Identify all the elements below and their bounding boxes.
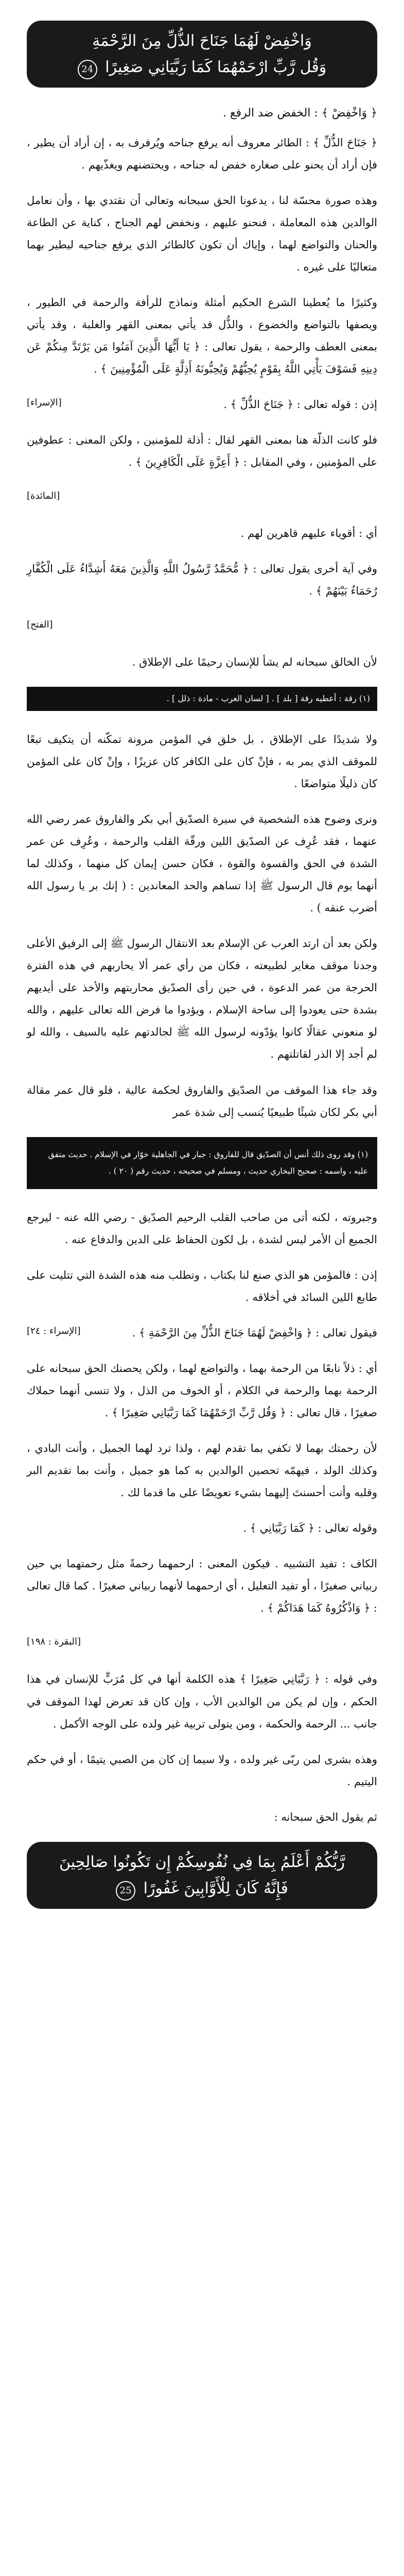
- paragraph: وجبروته ، لكنه أتى من صاحب القلب الرحيم الصدّيق - رضي الله عنه - ليرجع الجميع أن الأمر ليس لشدة ، بل لكون الحفاظ على الدين والدفاع عنه .: [27, 1211, 377, 1246]
- top-verse-line-2: وَقُل رَّبِّ ارْحَمْهُمَا كَمَا رَبَّيَانِي صَغِيرًا: [105, 58, 327, 76]
- footnote-box: (١) وقد روى ذلك أنس أن الصدّيق قال للفاروق : جبار في الجاهلية خوّار في الإسلام . حديث متفق عليه ، واسمه : صحيح البخاري حديث ، ومسلم في صحيحه ، حديث رقم ( ٢٠ ) .: [27, 1137, 377, 1189]
- top-verse-line-2-row: [39, 54, 365, 80]
- reference-tag: [البقرة : ١٩٨]: [27, 1636, 81, 1648]
- paragraph: فلو كانت الذلّة هنا بمعنى القهر لقال : أذلة للمؤمنين ، ولكن المعنى : عطوفين على المؤمنين ، وفي المقابل : ﴿ أَعِزَّةٍ عَلَى الْكَافِرِينَ ﴾ .: [27, 434, 377, 469]
- paragraph: إذن : فالمؤمن هو الذي صنع لنا بكتاب ، وتطلب منه هذه الشدة التي تتليت على طابع اللين السائد في أخلاقه .: [27, 1268, 377, 1303]
- paragraph: وفي قوله : ﴿ رَبَّيَانِي صَغِيرًا ﴾ هذه الكلمة أنها في كل مُرَبٍّ للإنسان في هذا الحكم ، وإن لم يكن من الوالدين الأب ، وإن كان قد تعرض لهذا الموقف في جانب ... الرحمة والحكمة ، ومن يتولى تربية غير ولده على الوجه الأكمل .: [27, 1673, 377, 1730]
- paragraph: الكاف : تفيد التشبيه . فيكون المعنى : ارحمهما رحمةً مثل رحمتهما بي حين ربياني صغيرًا ، أو تفيد التعليل ، أي ارحمهما لأنهما ربياني صغيرًا . كما قال تعالى : ﴿ وَاذْكُرُوهُ كَمَا هَدَاكُمْ ﴾ .: [27, 1557, 377, 1615]
- paragraph: أي : أقوياء عليهم قاهرين لهم .: [240, 527, 377, 540]
- reference-tag: [المائدة]: [27, 490, 60, 502]
- reference-row: [27, 1633, 377, 1655]
- bottom-verse-banner: [27, 1842, 377, 1909]
- paragraph: وفي آية أخرى يقول تعالى : ﴿ مُّحَمَّدٌ رَّسُولُ اللَّهِ وَالَّذِينَ مَعَهُ أَشِدَّاءُ عَلَى الْكُفَّارِ رُحَمَاءُ بَيْنَهُمْ ﴾ .: [27, 563, 377, 598]
- paragraph: وقوله تعالى : ﴿ كَمَا رَبَّيَانِي ﴾ .: [243, 1522, 377, 1535]
- verse-number-badge: 25: [116, 1881, 135, 1901]
- footnote-box: (١) رقة : أعطيه رقة [ بلد ] . [ لسان العرب - مادة : ذلل ] .: [27, 687, 377, 710]
- quote-line: [27, 394, 377, 416]
- quote-text: فيقول تعالى : ﴿ وَاخْفِضْ لَهُمَا جَنَاحَ الذُّلِّ مِنَ الرَّحْمَةِ ﴾ .: [132, 1326, 377, 1339]
- paragraph: وكثيرًا ما يُعطينا الشرع الحكيم أمثلة ونماذج للرأفة والرحمة في الطيور ، ويصفها بالتواضع والخضوع ، والذُّل قد يأتي بمعنى القهر والغلبة ، وقد يأتي بمعنى العطف والرحمة ، يقول تعالى : ﴿ يَا أَيُّهَا الَّذِينَ آمَنُوا مَن يَرْتَدَّ مِنكُمْ عَن دِينِهِ فَسَوْفَ يَأْتِي اللَّهُ بِقَوْمٍ يُحِبُّهُمْ وَيُحِبُّونَهُ أَذِلَّةٍ عَلَى الْمُؤْمِنِينَ ﴾ .: [27, 296, 377, 376]
- section-heading: ﴿ وَاخْفِضْ ﴾ : الخفض ضد الرفع .: [222, 107, 377, 120]
- paragraph: لأن الخالق سبحانه لم يشأ للإنسان رحيمًا على الإطلاق .: [132, 656, 377, 669]
- verse-number-badge: 24: [78, 60, 97, 79]
- top-verse-banner: [27, 21, 377, 88]
- paragraph: ولكن بعد أن ارتد العرب عن الإسلام بعد الانتقال الرسول ﷺ إلى الرفيق الأعلى وجدنا موقف مغاير لطبيعته ، فكان من رأي عمر ألا يحاربهم في هذه الفترة الحرجة من عمر الدعوة ، في حين رأى الصدّيق محاربتهم والأخذ على أيديهم بشدة حتى يعودوا إلى ساحة الإسلام ، ويؤدوا ما فرض الله تعالى عليهم ، والله لو منعوني عقالًا كانوا يؤدّونه لرسول الله ﷺ لجالدتهم عليه بالسيف ، والله لو لم أجد إلا الذر لقاتلتهم .: [27, 937, 377, 1061]
- bottom-verse-line-1: رَّبُّكُمْ أَعْلَمُ بِمَا فِي نُفُوسِكُمْ إِن تَكُونُوا صَالِحِينَ: [59, 1853, 345, 1871]
- bottom-verse-line-2-row: [39, 1875, 365, 1902]
- paragraph: ولا شديدًا على الإطلاق ، بل خلق في المؤمن مرونة تمكّنه أن يتكيف تبعًا للموقف الذي يمر به ، فإنْ كان على الكافر كان عزيزًا ، وإنْ كان على المؤمن كان ذليلًا متواضعًا .: [27, 733, 377, 790]
- paragraph: ونرى وضوح هذه الشخصية في سيرة الصدّيق أبي بكر والفاروق عمر رضي الله عنهما ، فقد عُرِف عن الصدّيق اللين ورقّة القلب والرحمة ، وعُرِف عن عمر الشدة في الحق والقسوة والقوة ، فكان حسن إيمان كل منهما ، وكذلك لما أنهما يوم قال الرسول ﷺ إذا تساهم والحد المعاندين : ( إنك بر يا رسول الله أضرب عنقه ) .: [27, 813, 377, 914]
- paragraph: وهذه صورة محسّة لنا ، يدعونا الحق سبحانه وتعالى أن نقتدي بها ، وأن نعامل الوالدين هذه المعاملة ، فنحنو عليهم ، ونخفض لهم الجناح ، كناية عن الطاعة والحنان والتواضع لهما ، وإياك أن تكون كالطائر الذي يرفع جناحيه ليطير بهما متعاليًا على غيره .: [27, 194, 377, 273]
- reference-tag: [الإسراء : ٢٤]: [27, 1325, 81, 1336]
- paragraph: ثم يقول الحق سبحانه :: [274, 1810, 377, 1823]
- reference-row: [27, 616, 377, 638]
- reference-row: [27, 487, 377, 509]
- paragraph: ﴿ جَنَاحَ الذُّلِّ ﴾ : الطائر معروف أنه يرفع جناحه ويُرفرف به ، إن أراد أن يطير ، فإن أراد أن يحنو على صغاره خفض له جناحه ، ويحتضنهم ويغذّيهم .: [27, 136, 377, 171]
- paragraph: لأن رحمتك بهما لا تكفي بما تقدم لهم ، ولذا ترد لهما الجميل ، وأنت البادي ، وكذلك الولد ، فيهمّه تحصين الوالدين به كما هو جميل ، وأنت بما تقديم البر وقلبه وأنت أحسنتَ إليهما بشيء تعويضًا على ما قدما لك .: [27, 1442, 377, 1499]
- reference-tag: [الفتح]: [27, 619, 53, 631]
- reference-tag: [الإسراء]: [27, 397, 62, 409]
- top-verse-line-1: وَاخْفِضْ لَهُمَا جَنَاحَ الذُّلِّ مِنَ الرَّحْمَةِ: [92, 32, 312, 50]
- paragraph: أي : ذلاً نابعًا من الرحمة بهما ، والتواضع لهما ، ولكن يحصنك الحق سبحانه على الرحمة بهما والرحمة في الكلام ، أو الخوف من الذل ، ولا تنسى أنهما حملاك صغيرًا ، قال تعالى : ﴿ وَقُل رَّبِّ ارْحَمْهُمَا كَمَا رَبَّيَانِي صَغِيرًا ﴾ .: [27, 1362, 377, 1419]
- quote-text: إذن : قوله تعالى : ﴿ جَنَاحَ الذُّلِّ ﴾ .: [223, 398, 377, 411]
- paragraph: وهذه بشرى لمن ربّى غير ولده ، ولا سيما إن كان من الصبي يتيمًا ، أو في حكم اليتيم .: [27, 1753, 377, 1788]
- bottom-verse-line-2: فَإِنَّهُ كَانَ لِلْأَوَّابِينَ غَفُورًا: [143, 1879, 288, 1897]
- paragraph: وقد جاء هذا الموقف من الصدّيق والفاروق لحكمة عالية ، فلو قال عمر مقالة أبي بكر لكان شيئًا طبيعيًا يُنسب إلى شدة عمر: [27, 1083, 377, 1118]
- quote-line: [27, 1322, 377, 1344]
